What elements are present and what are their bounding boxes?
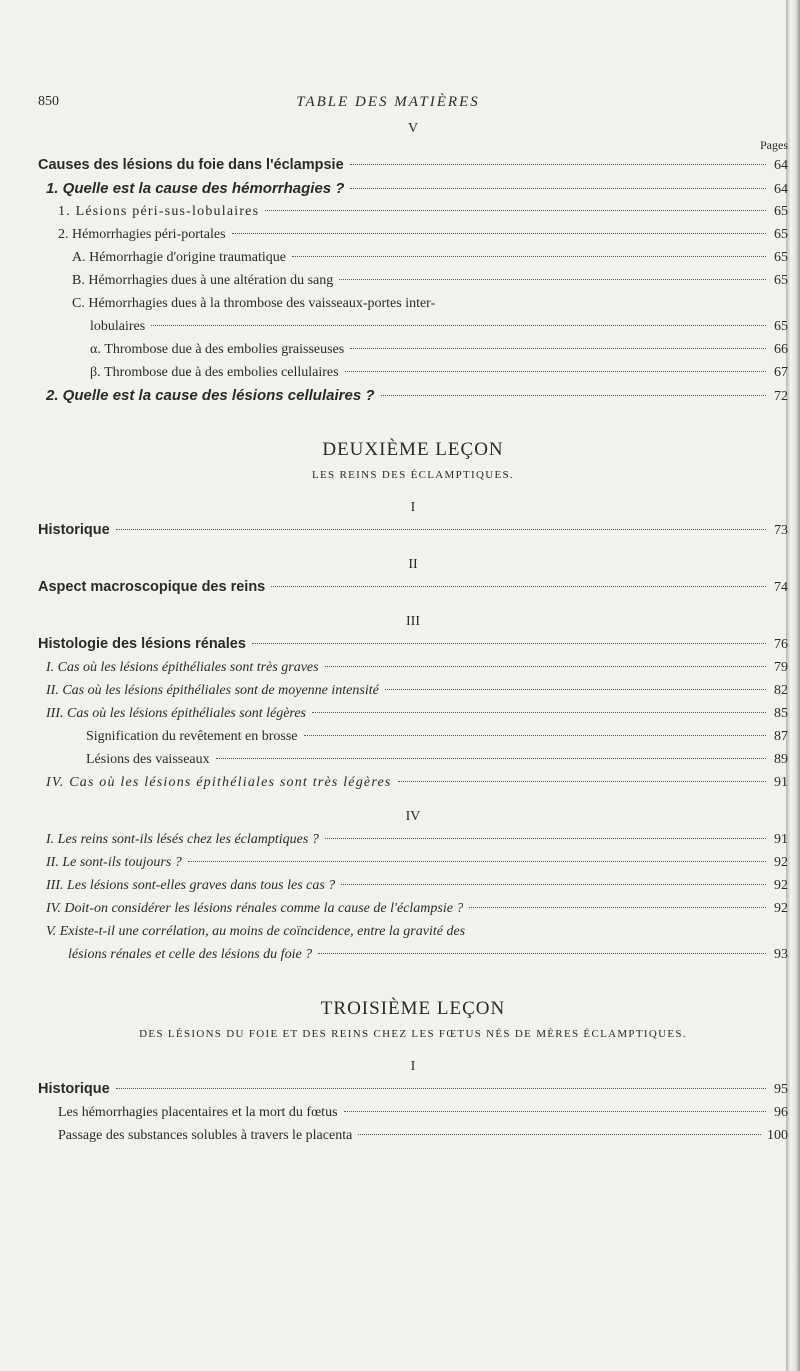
pages-column-label: Pages [760, 138, 788, 152]
toc-entry-label: III. Les lésions sont-elles graves dans tous les cas ? [46, 878, 336, 893]
toc-page: 92 [774, 855, 788, 870]
toc-page: 73 [774, 523, 788, 538]
dot-leader [271, 586, 766, 587]
lesson-subtitle: LES REINS DES ÉCLAMPTIQUES. [312, 469, 514, 481]
toc-page: 82 [774, 683, 788, 698]
toc-page: 92 [774, 878, 788, 893]
toc-entry [38, 679, 788, 702]
toc-entry [38, 315, 788, 338]
toc-entry [38, 725, 788, 748]
running-title: TABLE DES MATIÈRES [296, 94, 480, 110]
toc-entry [38, 177, 788, 200]
toc-page: 91 [774, 832, 788, 847]
toc-entry [38, 246, 788, 269]
toc-entry-label: B. Hémorrhagies dues à une altération du sang [72, 273, 334, 288]
toc-page: 91 [774, 775, 788, 790]
toc-page: 66 [774, 342, 788, 357]
dot-leader [344, 1111, 766, 1112]
toc-entry-first-line: V. Existe-t-il une corrélation, au moins de coïncidence, entre la gravité des [46, 924, 466, 939]
toc-entry [38, 200, 788, 223]
toc-heading-label: Historique [38, 522, 110, 538]
lesson-title: DEUXIÈME LEÇON [322, 439, 504, 460]
toc-entry [38, 771, 788, 794]
dot-leader [116, 1088, 766, 1089]
toc-entry-label: Les hémorrhagies placentaires et la mort du fœtus [58, 1105, 338, 1120]
toc-entry-label: I. Les reins sont-ils lésés chez les éclamptiques ? [46, 832, 319, 847]
toc-entry [38, 874, 788, 897]
dot-leader [318, 953, 766, 954]
toc-page: 95 [774, 1082, 788, 1097]
toc-entry [38, 656, 788, 679]
toc-entry-label: II. Cas où les lésions épithéliales sont de moyenne intensité [46, 683, 379, 698]
dot-leader [325, 838, 766, 839]
lesson-subtitle: DES LÉSIONS DU FOIE ET DES REINS CHEZ LES FŒTUS NÉS DE MÈRES ÉCLAMPTIQUES. [139, 1028, 687, 1040]
toc-content [38, 118, 788, 1147]
toc-entry-label: Lésions des vaisseaux [86, 752, 210, 767]
dot-leader [381, 395, 767, 396]
toc-entry-label: II. Le sont-ils toujours ? [46, 855, 182, 870]
dot-leader [116, 529, 766, 530]
toc-entry-label: IV. Cas où les lésions épithéliales sont très légères [46, 775, 392, 790]
dot-leader [345, 371, 766, 372]
toc-entry [38, 384, 788, 407]
toc-entry-label: lésions rénales et celle des lésions du foie ? [68, 947, 313, 962]
dot-leader [265, 210, 766, 211]
section-roman: II [408, 557, 418, 572]
toc-entry [38, 361, 788, 384]
dot-leader [312, 712, 766, 713]
toc-page: 85 [774, 706, 788, 721]
toc-page: 72 [774, 389, 788, 404]
section-roman: I [410, 1059, 416, 1074]
toc-heading-label: Histologie des lésions rénales [38, 636, 246, 652]
toc-entry [38, 1124, 788, 1147]
dot-leader [341, 884, 766, 885]
dot-leader [151, 325, 766, 326]
dot-leader [469, 907, 766, 908]
toc-page: 76 [774, 637, 788, 652]
page-header [38, 94, 738, 116]
toc-entry-first-line: C. Hémorrhagies dues à la thrombose des vaisseaux-portes inter- [72, 296, 436, 311]
toc-page: 65 [774, 250, 788, 265]
toc-entry [38, 1101, 788, 1124]
toc-page: 67 [774, 365, 788, 380]
dot-leader [188, 861, 766, 862]
toc-page: 87 [774, 729, 788, 744]
dot-leader [385, 689, 766, 690]
toc-entry [38, 851, 788, 874]
toc-entry-label: β. Thrombose due à des embolies cellulaires [90, 365, 339, 380]
dot-leader [350, 164, 766, 165]
toc-page: 74 [774, 580, 788, 595]
dot-leader [304, 735, 767, 736]
toc-page: 64 [774, 158, 788, 173]
dot-leader [358, 1134, 761, 1135]
toc-entry [38, 897, 788, 920]
toc-page: 89 [774, 752, 788, 767]
toc-entry-label: III. Cas où les lésions épithéliales sont légères [46, 706, 306, 721]
dot-leader [292, 256, 766, 257]
toc-entry [38, 702, 788, 725]
page-number: 850 [38, 94, 59, 109]
toc-heading-label: Causes des lésions du foie dans l'éclampsie [38, 157, 344, 173]
section-roman: IV [405, 809, 421, 824]
toc-entry [38, 943, 788, 966]
toc-entry-label: 2. Quelle est la cause des lésions cellulaires ? [46, 387, 375, 404]
toc-page: 92 [774, 901, 788, 916]
toc-entry-label: 1. Quelle est la cause des hémorrhagies ? [46, 180, 345, 197]
toc-entry [38, 338, 788, 361]
toc-heading [38, 519, 788, 542]
toc-page: 64 [774, 182, 788, 197]
dot-leader [232, 233, 766, 234]
toc-entry-label: IV. Doit-on considérer les lésions rénales comme la cause de l'éclampsie ? [46, 901, 464, 916]
section-roman: I [410, 500, 416, 515]
toc-entry-label: 1. Lésions péri-sus-lobulaires [58, 204, 260, 219]
toc-entry [38, 748, 788, 771]
dot-leader [398, 781, 766, 782]
page-edge-shadow [786, 0, 800, 1371]
toc-entry [38, 269, 788, 292]
toc-entry-label: 2. Hémorrhagies péri-portales [58, 227, 226, 242]
dot-leader [350, 348, 766, 349]
toc-entry-label: α. Thrombose due à des embolies graisseuses [90, 342, 345, 357]
toc-page: 79 [774, 660, 788, 675]
toc-entry-label: A. Hémorrhagie d'origine traumatique [72, 250, 287, 265]
toc-entry-label: lobulaires [90, 319, 146, 334]
dot-leader [339, 279, 766, 280]
dot-leader [252, 643, 766, 644]
toc-page: 100 [767, 1128, 788, 1143]
toc-entry [38, 223, 788, 246]
section-roman: V [407, 121, 419, 136]
toc-page: 93 [774, 947, 788, 962]
toc-heading [38, 576, 788, 599]
toc-page: 65 [774, 273, 788, 288]
dot-leader [325, 666, 766, 667]
toc-entry-label: Signification du revêtement en brosse [86, 729, 298, 744]
toc-page: 65 [774, 204, 788, 219]
toc-page: 65 [774, 319, 788, 334]
toc-entry [38, 828, 788, 851]
toc-entry-label: Passage des substances solubles à travers le placenta [58, 1128, 353, 1143]
toc-page: 65 [774, 227, 788, 242]
section-roman: III [406, 614, 420, 629]
toc-entry-label: I. Cas où les lésions épithéliales sont très graves [46, 660, 319, 675]
toc-heading [38, 1078, 788, 1101]
dot-leader [350, 188, 766, 189]
toc-heading-label: Aspect macroscopique des reins [38, 579, 266, 595]
dot-leader [216, 758, 766, 759]
toc-heading [38, 154, 788, 177]
toc-page: 96 [774, 1105, 788, 1120]
toc-heading-label: Historique [38, 1081, 110, 1097]
lesson-title: TROISIÈME LEÇON [320, 998, 506, 1019]
toc-heading [38, 633, 788, 656]
